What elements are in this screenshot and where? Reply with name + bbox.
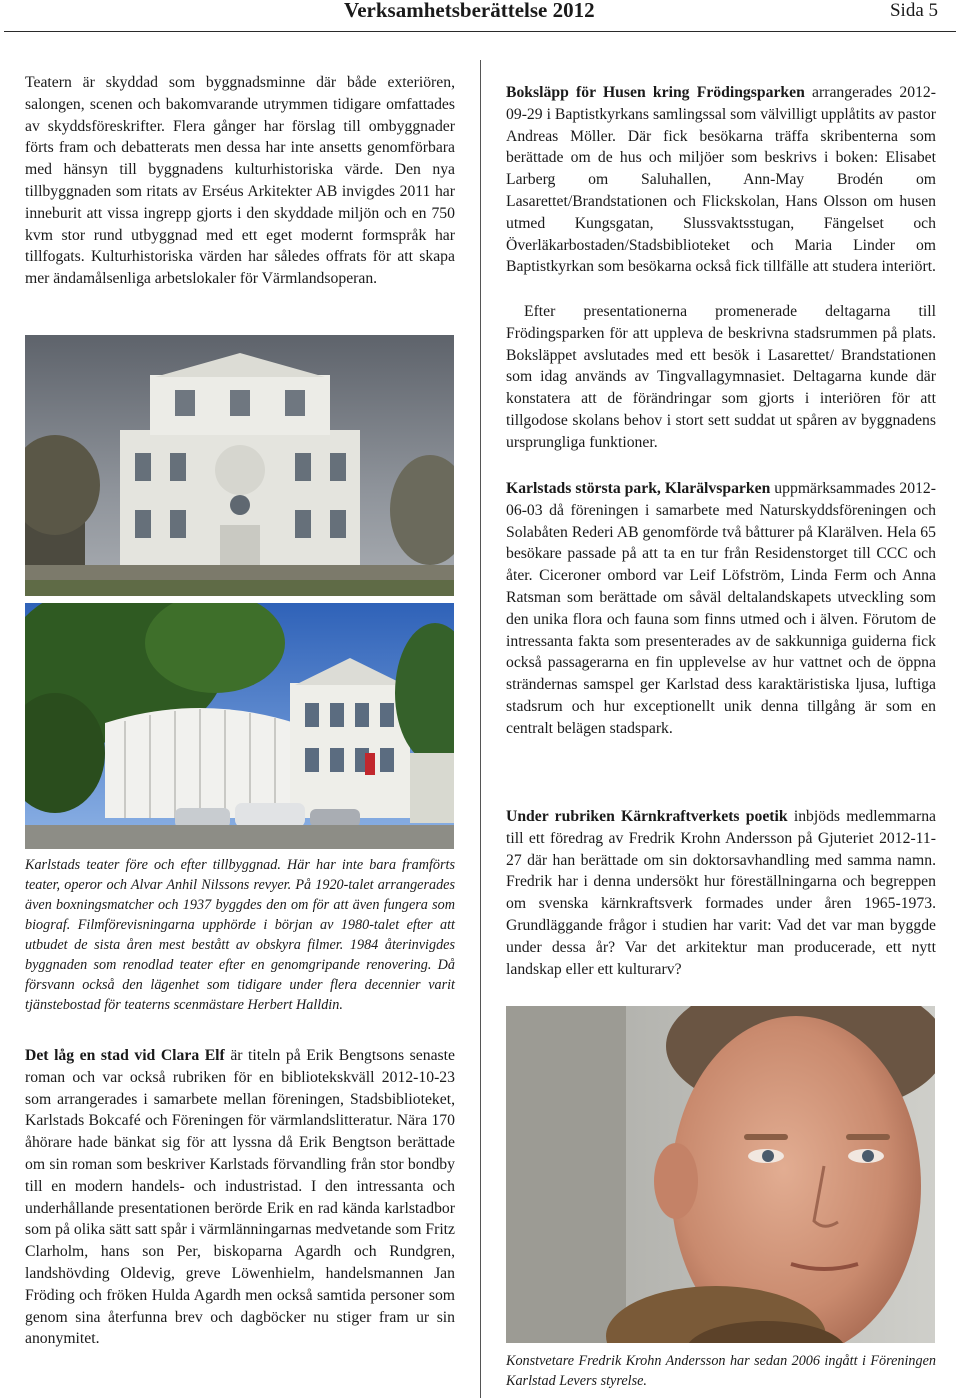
book-release-lead: Boksläpp för Husen kring Frödingsparken	[506, 84, 805, 101]
park-body: uppmärksammades 2012-06-03 då föreningen i samarbete med Naturskyddsföreningen och Solabåten Rederi AB genomförde två båtturer på Klarälven. Hela 65 besökare passade på att ta en tur från Residenstorget till CCC och åter. Ciceroner ombord var Leif Löfström, Linda Ferm och Anna Ratsman som berättade om såväl deltalandskapets utveckling som den unika flora och fauna som finns utmed och i älven. Förutom de intressanta fakta som presenterades av de sakkunniga guiderna fick också passagerarna en fin upplevelse av hur vattnet och de öppna strändernas samspel ger Karlstad dess karaktäristiska ljusa, luftiga stadsrum och hur exceptionellt unik denna tillgång är som en centralt belägen stadspark.	[506, 480, 936, 737]
book-release-body: arrangerades 2012-09-29 i Baptistkyrkans samlingssal som välvilligt upplåtits av pastor Andreas Möller. Där fick besökarna träffa skribenterna som berättade om de hus och miljöer som beskrivs i boken: Elisabet Larberg om Saluhallen, Ann-May Brodén om Lasarettet/Brandstationen och Flickskolan, Hans Olsson om husen utmed Kungsgatan, Slussvaktsstugan, Fängelset och Överläkarbostaden/Stadsbiblioteket och Maria Linder om Baptistkyrkan som besökarna också fick tillfälle att studera interiört.	[506, 84, 936, 276]
park-paragraph	[506, 478, 936, 740]
nuclear-poetics-body: inbjöds medlemmarna till ett föredrag av Fredrik Krohn Andersson på Gjuteriet 2012-11-27 där han berättade om sin doktorsavhandling med samma namn. Fredrik har i denna undersökt hur föreställningarna och begreppen om svenska kärnkraftsverk formades under åren 1965-1973. Grundläggande frågor i studien har varit: Vad det var man byggde under dessa år? Var det arkitektur man producerade, ett nytt landskap eller ett kulturarv?	[506, 808, 936, 978]
clara-elf-lead: Det låg en stad vid Clara Elf	[25, 1047, 225, 1064]
page-header-title: Verksamhetsberättelse 2012	[344, 0, 595, 22]
header-divider	[4, 31, 956, 32]
book-release-paragraph	[506, 82, 936, 278]
nuclear-poetics-lead: Under rubriken Kärnkraftverkets poetik	[506, 808, 788, 825]
theater-before-photo	[25, 335, 454, 596]
book-release-paragraph-2: Efter presentationerna promenerade deltagarna till Frödingsparken för att uppleva de beskrivna stadsrummen på plats. Boksläppet avslutades med ett besök i Lasarettet/ Brandstationen som idag används av Tingvallagymnasiet. Deltagarna kunde där konstatera att de förändringar som gjorts i interiören för att tillgodose skolans behov i stort sett suddat ut spåren av byggnadens ursprungliga funktioner.	[506, 303, 936, 451]
theater-intro-paragraph: Teatern är skyddad som byggnadsminne där både exteriören, salongen, scenen och bakomvarande utrymmen tidigare omfattades av skyddsföreskrifter. Flera gånger har förslag till ombyggnader förts fram och debatterats men dessa har inte ansetts genomförbara med hänsyn till byggnadens kulturhistoriska värde. Den nya tillbyggnaden som ritats av Erséus Arkitekter AB invigdes 2011 har inneburit att vissa ingrepp gjorts i den skyddade miljön och en 750 kvm stor rund utbyggnad med ett eget modernt formspråk har tillfogats. Kulturhistoriska värden har således offrats för att skapa mer ändamålsenliga arbetslokaler för Värmlandsoperan.	[25, 74, 455, 288]
clara-elf-paragraph	[25, 1045, 455, 1350]
page-number: Sida 5	[889, 0, 938, 21]
portrait-caption: Konstvetare Fredrik Krohn Andersson har sedan 2006 ingått i Föreningen Karlstad Levers styrelse.	[506, 1353, 936, 1389]
theater-after-photo	[25, 603, 454, 849]
park-lead: Karlstads största park, Klarälvsparken	[506, 480, 771, 497]
portrait-photo	[506, 1006, 935, 1343]
clara-elf-body: är titeln på Erik Bengtsons senaste roman och var också rubriken för en bibliotekskväll 2012-10-23 som arrangerades i samarbete mellan föreningen, Stadsbiblioteket, Karlstads Bokcafé och Föreningen för värmlandslitteratur. Nära 170 åhörare hade bänkat sig för att lyssna då Erik Bengtson berättade om sin roman som beskriver Karlstads förvandling från stor bondby till en modern handels- och industristad. I den intressanta och underhållande presentationen berörde Erik en rad kända karlstadbor som på olika sätt satt spår i värmlänningarnas medvetande som Fritz Clarholm, hans son Per, biskoparna Agardh och Rundgren, landshövding Oldevig, greve Löwenhielm, handelsmannen Jan Fröding och fröken Hulda Agardh men också samtida personer som genom sina återfunna brev och dagböcker nu stiger fram ur sin anonymitet.	[25, 1047, 455, 1348]
column-divider	[480, 60, 481, 1398]
nuclear-poetics-paragraph	[506, 806, 936, 980]
theater-photo-caption: Karlstads teater före och efter tillbyggnad. Här har inte bara framförts teater, operor och Alvar Anhil Nilssons revyer. På 1920-talet arrangerades även boxningsmatcher och 1937 byggdes den om för att även fungera som biograf. Filmförevisningarna upphörde i början av 1980-talet efter att utbudet de sista åren mest bestått av obskyra filmer. 1984 återinvigdes byggnaden som renodlad teater efter en genomgripande renovering. Då försvann också den lägenhet som tidigare under flera decennier varit tjänstebostad för teaterns scenmästare Herbert Halldin.	[25, 857, 455, 1013]
